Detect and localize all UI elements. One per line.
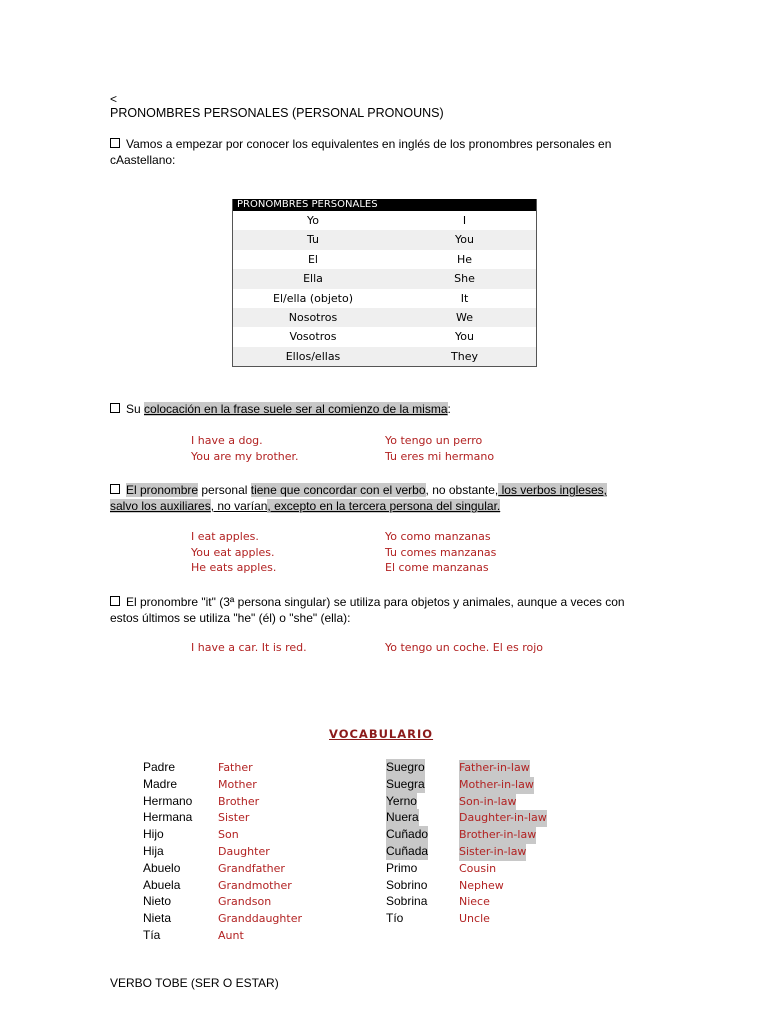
vocab-english-word [459, 809, 547, 826]
vocab-english-word [459, 759, 547, 776]
vocab-english-text: Sister-in-law [459, 844, 526, 861]
vocab-english-word [459, 826, 547, 843]
vocab-english-text: Sister [218, 811, 250, 825]
vocab-english-text: Mother [218, 777, 257, 791]
pronoun-table-row [233, 250, 536, 269]
vocab-spanish-text: Abuela [143, 877, 181, 892]
vocab-english-text: Daughter [218, 844, 270, 858]
english-pronoun: We [456, 310, 473, 324]
example-english: I have a car. It is red. [191, 641, 307, 654]
vocab-english-word [218, 860, 302, 877]
vocab-spanish-text: Primo [386, 860, 418, 875]
vocab-spanish-word [386, 860, 428, 877]
spanish-pronoun: Ellos/ellas [285, 349, 341, 363]
vocab-english-text: Son [218, 828, 239, 842]
vocab-english-word [218, 793, 302, 810]
pronoun-table [232, 199, 537, 367]
vocab-spanish-text: Sobrina [386, 894, 428, 909]
vocab-english-word [218, 927, 302, 944]
vocab-spanish-text: Hija [143, 843, 164, 858]
vocab-spanish-word [386, 759, 428, 776]
example-spanish: Yo tengo un coche. El es rojo [385, 641, 544, 654]
vocab-spanish-word [386, 776, 428, 793]
vocab-english-word [218, 826, 302, 843]
vocab-spanish-word [386, 910, 428, 927]
vocab-english-word [459, 910, 547, 927]
english-pronoun: They [451, 349, 478, 363]
vocab-left-spanish [143, 759, 192, 944]
checkbox-bullet-icon [110, 596, 120, 606]
example-english: You are my brother. [191, 449, 299, 463]
vocab-spanish-text: Hermana [143, 810, 193, 825]
vocab-english-text: Brother-in-law [459, 827, 536, 844]
example-english: You eat apples. [191, 545, 275, 559]
vocab-spanish-word [143, 893, 192, 910]
checkbox-bullet-icon [110, 484, 120, 494]
english-pronoun: I [462, 214, 467, 227]
example-spanish: El come manzanas [385, 561, 489, 574]
pronoun-table-row [233, 308, 536, 327]
page-title: PRONOMBRES PERSONALES (PERSONAL PRONOUNS) [110, 106, 444, 120]
vocab-english-text: Mother-in-law [459, 777, 534, 794]
vocab-left-english [218, 759, 302, 944]
vocab-right-spanish [386, 759, 428, 927]
vocab-spanish-text: Cuñado [386, 827, 429, 842]
pronoun-table-row [233, 211, 536, 230]
vocab-english-text: Father-in-law [459, 760, 530, 777]
vocab-spanish-text: Sobrino [386, 877, 428, 892]
example-english: He eats apples. [191, 561, 277, 574]
spanish-pronoun: Tu [306, 233, 320, 247]
vocab-spanish-text: Hijo [143, 827, 164, 842]
example-spanish: Tu comes manzanas [385, 545, 497, 559]
english-pronoun: She [454, 272, 475, 286]
vocab-english-text: Brother [218, 794, 260, 808]
vocab-spanish-text: Hermano [143, 793, 193, 808]
vocab-english-text: Father [218, 761, 253, 774]
vocab-spanish-text: Yerno [386, 793, 417, 808]
example-english: I eat apples. [191, 530, 259, 543]
vocab-english-word [218, 910, 302, 927]
vocab-spanish-text: Padre [143, 760, 176, 774]
vocab-english-text: Grandfather [218, 861, 285, 875]
vocab-spanish-word [386, 826, 428, 843]
english-pronoun: It [460, 291, 469, 305]
vocab-spanish-word [386, 809, 428, 826]
vocab-english-word [218, 877, 302, 894]
pronoun-table-header: PRONOMBRES PERSONALES [233, 199, 536, 211]
vocab-english-text: Son-in-law [459, 794, 516, 811]
vocab-english-text: Daughter-in-law [459, 810, 547, 827]
vocab-spanish-word [143, 793, 192, 810]
vocab-spanish-text: Nuera [386, 810, 419, 825]
vocab-spanish-word [386, 793, 428, 810]
pronoun-table-row [233, 347, 536, 366]
vocab-english-text: Uncle [459, 912, 490, 926]
pronoun-table-row [233, 289, 536, 308]
english-pronoun: You [455, 330, 474, 344]
example-spanish: Yo tengo un perro [385, 434, 483, 447]
checkbox-bullet-icon [110, 403, 120, 413]
spanish-pronoun: Vosotros [289, 330, 337, 344]
spanish-pronoun: Ella [303, 272, 323, 286]
less-than-marker: < [110, 92, 118, 106]
vocab-spanish-text: Abuelo [143, 860, 181, 875]
vocab-english-word [218, 843, 302, 860]
vocab-english-word [218, 759, 302, 776]
vocab-english-text: Aunt [218, 928, 244, 942]
vocab-spanish-text: Suegro [386, 760, 425, 774]
vocab-spanish-word [386, 893, 428, 910]
vocab-english-text: Niece [459, 895, 490, 909]
rule-placement: Su colocación en la frase suele ser al comienzo de la misma: [110, 401, 451, 417]
vocab-english-word [459, 843, 547, 860]
vocab-spanish-word [143, 860, 192, 877]
pronoun-table-row [233, 230, 536, 249]
vocab-spanish-word [143, 910, 192, 927]
vocab-spanish-word [143, 843, 192, 860]
vocab-spanish-word [386, 877, 428, 894]
vocab-english-word [218, 776, 302, 793]
vocab-english-word [459, 893, 547, 910]
example-spanish: Yo como manzanas [385, 530, 491, 543]
spanish-pronoun: El [307, 252, 318, 266]
vocab-english-text: Granddaughter [218, 912, 302, 926]
spanish-pronoun: El/ella (objeto) [273, 291, 353, 305]
english-pronoun: You [455, 233, 474, 247]
pronoun-table-row [233, 269, 536, 288]
vocab-spanish-text: Tía [143, 927, 161, 942]
vocab-english-text: Grandson [218, 895, 272, 909]
vocab-english-word [459, 877, 547, 894]
vocab-spanish-word [143, 776, 192, 793]
vocab-english-text: Grandmother [218, 878, 292, 892]
vocab-english-text: Cousin [459, 861, 497, 875]
vocab-right-english [459, 759, 547, 927]
spanish-pronoun: Nosotros [288, 310, 338, 324]
vocab-spanish-text: Tío [386, 911, 404, 926]
vocab-english-word [459, 776, 547, 793]
vocab-spanish-word [143, 927, 192, 944]
section-heading-verb-tobe: VERBO TOBE (SER O ESTAR) [110, 976, 279, 990]
rule-it-pronoun: El pronombre "it" (3ª persona singular) se utiliza para objetos y animales, aunque a veces con estos últimos se utiliza "he" (él) o "she" (ella): [110, 595, 625, 625]
english-pronoun: He [456, 252, 473, 266]
vocab-spanish-word [143, 826, 192, 843]
intro-paragraph: Vamos a empezar por conocer los equivalentes en inglés de los pronombres personales en cAastellano: [110, 137, 612, 167]
vocab-spanish-word [143, 809, 192, 826]
vocab-english-word [218, 893, 302, 910]
example-spanish: Tu eres mi hermano [385, 449, 495, 463]
example-english: I have a dog. [191, 434, 263, 447]
rule-agreement: El pronombre personal tiene que concordar con el verbo, no obstante, los verbos ingleses, salvo los auxiliares, no varían, excepto en la tercera persona del singular. [110, 483, 607, 513]
vocab-spanish-text: Nieto [143, 894, 172, 909]
vocab-spanish-word [143, 877, 192, 894]
checkbox-bullet-icon [110, 138, 120, 148]
vocab-spanish-word [143, 759, 192, 776]
vocab-spanish-text: Cuñada [386, 843, 429, 858]
vocab-spanish-word [386, 843, 428, 860]
pronoun-table-body [233, 211, 536, 366]
spanish-pronoun: Yo [307, 214, 319, 227]
vocab-english-word [459, 793, 547, 810]
vocab-english-word [459, 860, 547, 877]
vocab-spanish-text: Nieta [143, 911, 172, 926]
vocab-spanish-text: Madre [143, 776, 178, 791]
pronoun-table-row [233, 327, 536, 346]
vocabulary-title: VOCABULARIO [329, 727, 434, 741]
vocab-english-text: Nephew [459, 878, 504, 892]
vocab-english-word [218, 809, 302, 826]
vocab-spanish-text: Suegra [386, 776, 425, 791]
